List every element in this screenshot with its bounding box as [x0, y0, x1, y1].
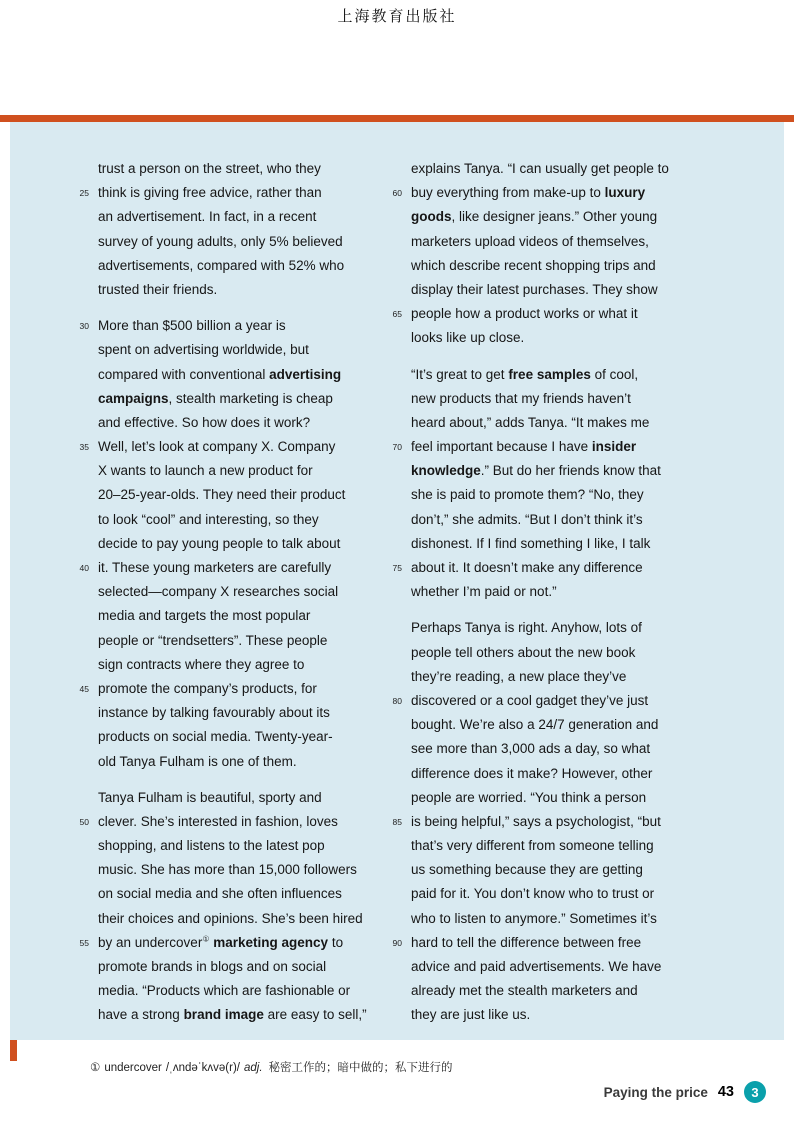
line-text: people tell others about the new book [411, 644, 636, 660]
line-text: advice and paid advertisements. We have [411, 959, 662, 974]
line-text: that’s very different from someone telling [411, 838, 654, 854]
passage-column-right [387, 157, 669, 1028]
passage-line [387, 762, 669, 786]
passage-line [74, 532, 367, 556]
line-text: on social media and she often influences [98, 886, 342, 902]
unit-number-badge: 3 [744, 1081, 766, 1103]
line-text: paid for it. You don’t know who to trust or [411, 886, 655, 902]
line-number: 70 [392, 442, 402, 453]
line-text: difference does it make? However, other [411, 765, 653, 781]
publisher-header: 上海教育出版社 [337, 8, 457, 25]
line-number [74, 725, 98, 749]
passage-line [74, 254, 367, 278]
line-text: clever. She’s interested in fashion, loves [98, 813, 338, 829]
line-text: who to listen to anymore.” Sometimes it’s [411, 910, 657, 926]
line-number [387, 641, 411, 665]
line-number: 60 [392, 188, 402, 199]
line-text: products on social media. Twenty-year- [98, 729, 333, 745]
line-number [387, 278, 411, 302]
line-text: discovered or a cool gadget they’ve just [411, 692, 649, 708]
passage-line [387, 459, 669, 483]
passage-line [387, 858, 669, 882]
passage-line [387, 616, 669, 640]
passage-line [74, 834, 367, 858]
line-text: they are just like us. [411, 1007, 531, 1023]
passage-line [387, 1003, 669, 1027]
passage-line [74, 725, 367, 749]
line-number: 40 [79, 563, 89, 573]
line-number [74, 483, 98, 507]
passage-line [387, 737, 669, 761]
reading-passage-panel [10, 122, 784, 1040]
line-text: old Tanya Fulham is one of them. [98, 753, 297, 769]
passage-line [74, 786, 367, 810]
line-text: music. She has more than 15,000 followers [98, 862, 357, 878]
line-number [74, 508, 98, 532]
line-number [387, 532, 411, 556]
line-text: selected—company X researches social [98, 584, 339, 600]
line-number [387, 387, 411, 411]
line-text: Well, let’s look at company X. Company [98, 439, 336, 455]
line-number [74, 653, 98, 677]
passage-line [74, 979, 367, 1003]
line-number [74, 387, 98, 411]
line-number [387, 1003, 411, 1027]
line-number [387, 157, 411, 181]
line-text: think is giving free advice, rather than [98, 185, 322, 201]
line-number [387, 411, 411, 435]
line-text: new products that my friends haven’t [411, 390, 631, 406]
line-number [387, 483, 411, 507]
paragraph [387, 616, 669, 1027]
line-text: which describe recent shopping trips and [411, 257, 656, 273]
passage-column-left [74, 157, 367, 1028]
passage-line [74, 181, 367, 205]
footer-section-title: Paying the price [603, 1084, 708, 1100]
line-number [74, 955, 98, 979]
line-text: people or “trendsetters”. These people [98, 632, 328, 648]
line-number [387, 858, 411, 882]
line-text: already met the stealth marketers and [411, 983, 638, 999]
line-text: about it. It doesn’t make any difference [411, 560, 643, 575]
line-number [74, 157, 98, 181]
line-text: she is paid to promote them? “No, they [411, 487, 644, 503]
line-number [387, 834, 411, 858]
line-text: goods, like designer jeans.” Other young [411, 209, 658, 225]
line-number [74, 459, 98, 483]
paragraph [74, 314, 367, 774]
passage-line [74, 508, 367, 532]
line-number: 90 [392, 937, 402, 948]
line-text: promote the company’s products, for [98, 680, 317, 696]
line-number [387, 459, 411, 483]
passage-line [74, 931, 367, 955]
passage-line [74, 363, 367, 387]
line-text: sign contracts where they agree to [98, 656, 305, 672]
passage-line [74, 629, 367, 653]
bottom-accent-bar [10, 1040, 17, 1061]
line-number [387, 762, 411, 786]
page-footer [604, 1081, 766, 1103]
line-number [387, 254, 411, 278]
line-text: campaigns, stealth marketing is cheap [98, 390, 333, 406]
passage-line [387, 157, 669, 181]
line-text: don’t,” she admits. “But I don’t think it’s [411, 511, 643, 527]
line-number [74, 858, 98, 882]
line-text: compared with conventional advertising [98, 366, 342, 382]
passage-line [74, 882, 367, 906]
passage-line [387, 326, 669, 350]
line-text: is being helpful,” says a psychologist, “but [411, 813, 661, 829]
passage-line [74, 677, 367, 701]
paragraph [387, 157, 669, 351]
passage-line [387, 641, 669, 665]
line-text: feel important because I have insider [411, 439, 637, 455]
line-number [387, 979, 411, 1003]
line-text: hard to tell the difference between free [411, 934, 642, 950]
passage-line [74, 314, 367, 338]
top-accent-bar [0, 115, 794, 122]
line-number: 65 [392, 309, 402, 320]
line-text: trust a person on the street, who they [98, 161, 321, 176]
passage-line [387, 205, 669, 229]
line-number [74, 411, 98, 435]
line-number [387, 737, 411, 761]
line-number [387, 616, 411, 640]
footnote-marker: ① [90, 1062, 101, 1074]
line-number [74, 629, 98, 653]
line-text: 20–25-year-olds. They need their product [98, 487, 346, 503]
line-text: see more than 3,000 ads a day, so what [411, 741, 651, 757]
passage-line [387, 435, 669, 459]
passage-line [387, 278, 669, 302]
line-number [74, 205, 98, 229]
passage-line [74, 411, 367, 435]
line-number [387, 230, 411, 254]
line-number: 45 [79, 683, 89, 694]
line-text: media and targets the most popular [98, 608, 311, 624]
line-number [74, 786, 98, 810]
line-text: have a strong brand image are easy to sell,” [98, 1007, 367, 1023]
line-number [74, 363, 98, 387]
passage-line [74, 157, 367, 181]
footnote-pos: adj. [243, 1062, 263, 1074]
line-number: 55 [79, 937, 89, 948]
line-number [74, 580, 98, 604]
line-text: “It’s great to get free samples of cool, [411, 366, 639, 382]
line-text: Perhaps Tanya is right. Anyhow, lots of [411, 620, 642, 636]
line-number: 25 [79, 188, 89, 199]
line-text: decide to pay young people to talk about [98, 535, 341, 551]
paragraph [387, 363, 669, 605]
paragraph [74, 157, 367, 302]
passage-line [74, 810, 367, 834]
line-text: display their latest purchases. They show [411, 281, 658, 297]
passage-line [387, 979, 669, 1003]
passage-line [387, 955, 669, 979]
passage-line [387, 810, 669, 834]
line-number: 50 [79, 816, 89, 827]
passage-line [387, 665, 669, 689]
line-number [74, 979, 98, 1003]
passage-line [387, 483, 669, 507]
passage-line [387, 834, 669, 858]
line-text: spent on advertising worldwide, but [98, 342, 309, 358]
page-number: 43 [717, 1084, 734, 1100]
passage-line [74, 653, 367, 677]
line-text: explains Tanya. “I can usually get people to [411, 161, 669, 176]
line-number [74, 882, 98, 906]
line-text: instance by talking favourably about its [98, 705, 330, 721]
passage-line [387, 508, 669, 532]
passage-line [387, 363, 669, 387]
line-text: media. “Products which are fashionable or [98, 983, 351, 999]
line-number [387, 205, 411, 229]
line-text: us something because they are getting [411, 862, 643, 878]
line-number [74, 254, 98, 278]
passage-line [74, 205, 367, 229]
passage-line [74, 604, 367, 628]
passage-line [387, 302, 669, 326]
passage-line [387, 931, 669, 955]
passage-line [387, 556, 669, 580]
line-text: people how a product works or what it [411, 306, 638, 322]
passage-line [74, 955, 367, 979]
passage-line [387, 907, 669, 931]
line-number [387, 363, 411, 387]
passage-line [74, 750, 367, 774]
line-number [387, 580, 411, 604]
passage-line [74, 701, 367, 725]
passage-line [387, 882, 669, 906]
line-text: trusted their friends. [98, 281, 218, 297]
line-number: 80 [392, 695, 402, 706]
line-number [387, 955, 411, 979]
footnote-word: undercover [104, 1062, 162, 1074]
passage-line [74, 435, 367, 459]
footnote-meaning: 秘密工作的；暗中做的；私下进行的 [268, 1062, 453, 1074]
paragraph [74, 786, 367, 1028]
passage-line [387, 580, 669, 604]
line-number [74, 1003, 98, 1027]
passage-line [387, 230, 669, 254]
line-text: people are worried. “You think a person [411, 789, 647, 805]
line-text: survey of young adults, only 5% believed [98, 233, 343, 249]
line-number [74, 604, 98, 628]
line-number [387, 786, 411, 810]
line-number [74, 338, 98, 362]
line-text: promote brands in blogs and on social [98, 959, 327, 974]
line-number [74, 278, 98, 302]
line-text: an advertisement. In fact, in a recent [98, 209, 317, 225]
line-text: buy everything from make-up to luxury [411, 185, 646, 201]
passage-line [74, 338, 367, 362]
line-number [74, 532, 98, 556]
passage-line [74, 1003, 367, 1027]
passage-line [74, 483, 367, 507]
line-text: bought. We’re also a 24/7 generation and [411, 717, 659, 733]
passage-line [387, 532, 669, 556]
passage-line [387, 181, 669, 205]
line-number [387, 713, 411, 737]
line-text: heard about,” adds Tanya. “It makes me [411, 414, 650, 430]
line-text: and effective. So how does it work? [98, 414, 311, 430]
line-number: 35 [79, 442, 89, 453]
passage-line [74, 907, 367, 931]
passage-line [387, 689, 669, 713]
line-number [74, 230, 98, 254]
line-number: 75 [392, 563, 402, 573]
passage-line [387, 254, 669, 278]
line-number [387, 326, 411, 350]
passage-line [74, 580, 367, 604]
passage-line [74, 459, 367, 483]
line-text: knowledge.” But do her friends know that [411, 463, 661, 479]
line-text: it. These young marketers are carefully [98, 560, 332, 575]
line-text: whether I’m paid or not.” [411, 584, 557, 600]
line-text: advertisements, compared with 52% who [98, 257, 345, 273]
footnote-phonetic: /ˌʌndəˈkʌvə(r)/ [165, 1062, 240, 1074]
line-number [387, 508, 411, 532]
passage-line [387, 713, 669, 737]
line-number: 85 [392, 816, 402, 827]
line-text: by an undercover① marketing agency to [98, 934, 344, 950]
passage-line [387, 786, 669, 810]
passage-line [387, 411, 669, 435]
line-text: their choices and opinions. She’s been hired [98, 910, 363, 926]
line-number [74, 834, 98, 858]
line-number: 30 [79, 321, 89, 332]
footnote [90, 1059, 453, 1075]
line-text: looks like up close. [411, 330, 525, 346]
line-text: marketers upload videos of themselves, [411, 233, 649, 249]
line-number [74, 907, 98, 931]
line-number [387, 907, 411, 931]
line-number [74, 750, 98, 774]
line-text: to look “cool” and interesting, so they [98, 511, 319, 527]
passage-line [74, 556, 367, 580]
passage-line [74, 278, 367, 302]
line-text: dishonest. If I find something I like, I talk [411, 535, 651, 551]
line-text: shopping, and listens to the latest pop [98, 838, 325, 854]
line-text: they’re reading, a new place they’ve [411, 668, 627, 684]
line-number [387, 665, 411, 689]
passage-line [74, 858, 367, 882]
line-text: Tanya Fulham is beautiful, sporty and [98, 789, 322, 805]
passage-line [74, 230, 367, 254]
line-number [74, 701, 98, 725]
line-text: More than $500 billion a year is [98, 318, 286, 334]
passage-line [387, 387, 669, 411]
passage-line [74, 387, 367, 411]
line-number [387, 882, 411, 906]
line-text: X wants to launch a new product for [98, 463, 313, 479]
